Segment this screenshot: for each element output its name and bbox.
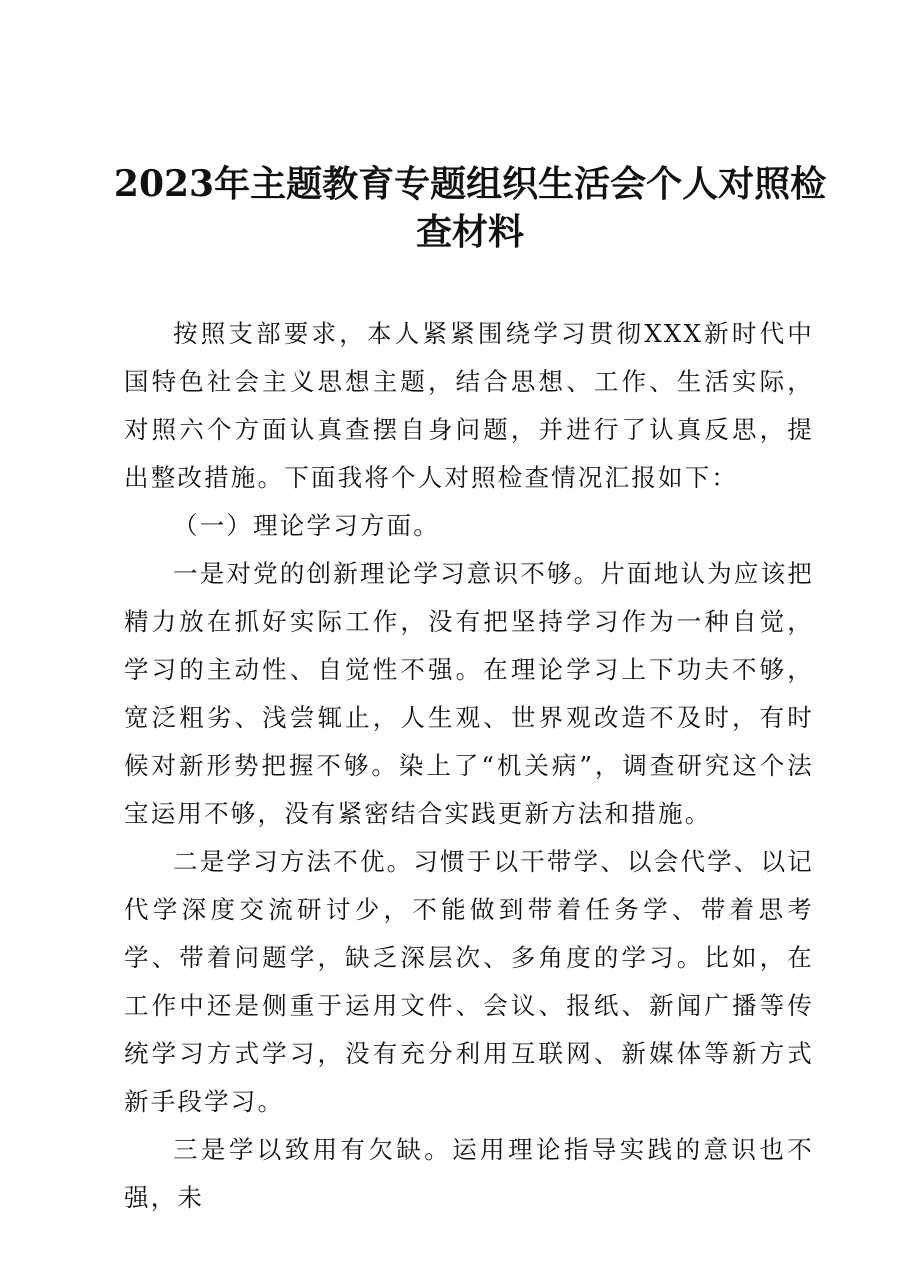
section-heading-theory-study: （一）理论学习方面。 bbox=[173, 511, 440, 540]
paragraph-point-three: 三是学以致用有欠缺。运用理论指导实践的意识也不强，未 bbox=[124, 1135, 814, 1212]
paragraph-point-two: 二是学习方法不优。习惯于以干带学、以会代学、以记代学深度交流研讨少，不能做到带着任务学、带着思考学、带着问题学，缺乏深层次、多角度的学习。比如，在工作中还是侧重于运用文件、会议、报纸、新闻广播等传统学习方式学习，没有充分利用互联网、新媒体等新方式新手段学习。 bbox=[124, 847, 814, 1116]
document-body bbox=[124, 310, 814, 1222]
paragraph-point-one: 一是对党的创新理论学习意识不够。片面地认为应该把精力放在抓好实际工作，没有把坚持学习作为一种自觉，学习的主动性、自觉性不强。在理论学习上下功夫不够，宽泛粗劣、浅尝辄止，人生观、世界观改造不及时，有时候对新形势把握不够。染上了“机关病”，调查研究这个法宝运用不够，没有紧密结合实践更新方法和措施。 bbox=[124, 559, 814, 828]
document-title: 2023年主题教育专题组织生活会个人对照检查材料 bbox=[113, 163, 827, 253]
paragraph-intro: 按照支部要求，本人紧紧围绕学习贯彻XXX新时代中国特色社会主义思想主题，结合思想、工作、生活实际，对照六个方面认真查摆自身问题，并进行了认真反思，提出整改措施。下面我将个人对照检查情况汇报如下： bbox=[124, 319, 814, 492]
